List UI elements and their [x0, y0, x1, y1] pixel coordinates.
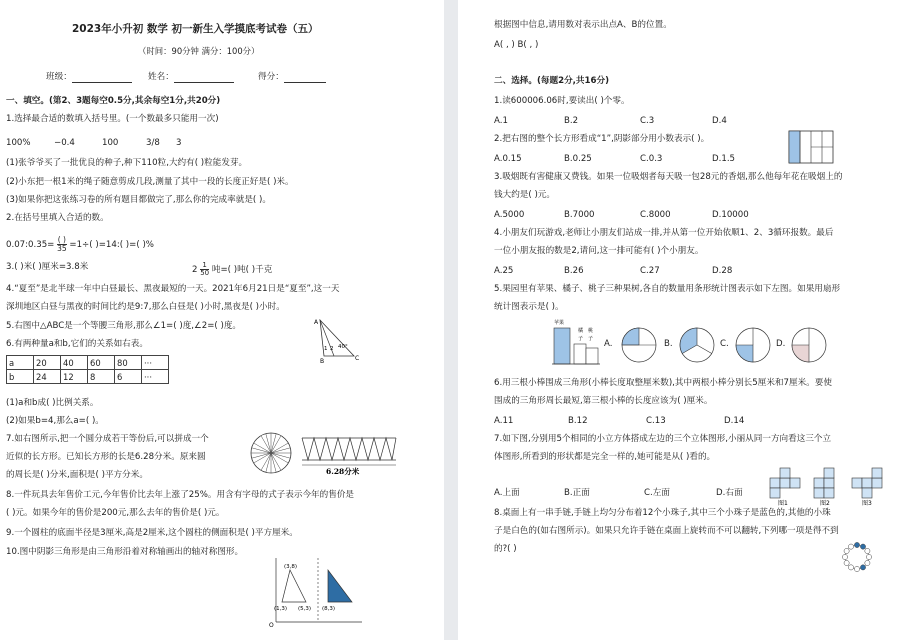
bracelet-figure — [840, 540, 874, 574]
choice-1: 100% — [6, 138, 31, 148]
table-row — [7, 370, 169, 384]
q1-text: 1.选择最合适的数填入括号里。(一个数最多只能用一次) — [6, 114, 219, 124]
cube-label-2: 图2 — [820, 500, 830, 506]
label-angle-1: 1 — [324, 346, 328, 352]
class-label: 班级： — [46, 72, 72, 82]
c7-opt-c[interactable]: C.左面 — [644, 488, 670, 498]
bar-label-orange-2: 子 — [578, 336, 584, 342]
pie-a — [620, 326, 658, 364]
bracelet-bead — [842, 554, 847, 559]
pie-d-slice — [792, 345, 809, 362]
label-angle-40: 40° — [338, 344, 348, 350]
q9-text: 9.一个圆柱的底面半径是3厘米,高是2厘米,这个圆柱的侧面积是( )平方厘米。 — [6, 528, 298, 538]
q3-part-b — [192, 262, 272, 277]
shaded-part — [789, 131, 800, 163]
triangle-figure — [312, 316, 364, 364]
c1-opt-a[interactable]: A.1 — [494, 116, 508, 126]
q10-answer-line: A( , ) B( , ) — [494, 40, 539, 50]
q10-text: 10.图中阴影三角形是由三角形沿着对称轴画出的轴对称图形。 — [6, 547, 244, 557]
point-label-2: (1,3) — [274, 606, 288, 612]
point-label-1: (3,8) — [284, 564, 298, 570]
cube-label-3: 图3 — [862, 500, 872, 506]
zigzag-rectangle-figure — [298, 434, 400, 476]
c2-opt-c[interactable]: C.0.3 — [640, 154, 663, 164]
name-label: 姓名： — [148, 72, 174, 82]
label-angle-2: 2 — [330, 346, 334, 352]
q4-line2: 深圳地区白昼与黑夜的时间比约是9:7,那么白昼是( )小时,黑夜是( )小时。 — [6, 302, 285, 312]
q7-line1: 7.如右图所示,把一个圆分成若干等份后,可以拼成一个 — [6, 434, 209, 444]
q7-line3: 的周长是( )分米,面积是( )平方分米。 — [6, 470, 148, 480]
c5-opt-c[interactable]: C. — [720, 339, 729, 349]
c8-line2: 子是白色的(如右图所示)。如果只允许手链在桌面上旋转而不可以翻转,下列哪一项是得不到 — [494, 526, 839, 536]
cube-figure-1 — [770, 468, 800, 498]
pie-c-slice — [736, 345, 753, 362]
q2-rest: =1÷( )=14:( )=( )% — [69, 240, 154, 250]
q6-part1: (1)a和b成( )比例关系。 — [6, 398, 99, 408]
origin-label: O — [269, 622, 274, 628]
table-cell: ··· — [142, 370, 169, 384]
q1-part1: (1)张爷爷买了一批优良的种子,种下110粒,大约有( )粒能发芽。 — [6, 158, 248, 168]
section1-heading: 一、填空。(第2、3题每空0.5分,其余每空1分,共20分) — [6, 96, 221, 106]
pie-d — [790, 326, 828, 364]
choice-4: 3/8 — [146, 138, 160, 148]
q10-instruction: 根据图中信息,请用数对表示出点A、B的位置。 — [494, 20, 672, 30]
q3-part-a: 3.( )米( )厘米=3.8米 — [6, 262, 89, 272]
q2-ratio: 0.07:0.35= — [6, 240, 55, 250]
bar-peach — [586, 348, 598, 364]
q4-line1: 4.“夏至”是北半球一年中白昼最长、黑夜最短的一天。2021年6月21日是“夏至”,这一天 — [6, 284, 340, 294]
table-cell: 12 — [61, 370, 88, 384]
bracelet-bead — [854, 566, 859, 571]
c2-opt-d[interactable]: D.1.5 — [712, 154, 736, 164]
c7-opt-a[interactable]: A.上面 — [494, 488, 520, 498]
table-cell: ··· — [142, 356, 169, 370]
zigzag-line — [302, 438, 396, 460]
q2-fraction-numerator: ( ) — [57, 235, 66, 244]
cube-label-1: 图1 — [778, 500, 788, 506]
bracelet-bead — [844, 560, 849, 565]
q3-fraction-numerator: 1 — [200, 262, 209, 270]
c7-line1: 7.如下图,分别用5个相同的小立方体搭成左边的三个立体图形,小丽从同一方向看这三个立 — [494, 434, 832, 444]
c6-opt-a[interactable]: A.11 — [494, 416, 514, 426]
c4-opt-b[interactable]: B.26 — [564, 266, 584, 276]
c2-opt-b[interactable]: B.0.25 — [564, 154, 592, 164]
choice-2: −0.4 — [54, 138, 75, 148]
q1-part3: (3)如果你把这张练习卷的所有题目都做完了,那么你的完成率就是( )。 — [6, 195, 271, 205]
c5-line2: 统计图表示是( )。 — [494, 302, 564, 312]
c6-opt-d[interactable]: D.14 — [724, 416, 745, 426]
bracelet-ring — [845, 545, 869, 569]
bar-label-peach-2: 子 — [588, 336, 594, 342]
pie-a-slice — [622, 328, 639, 345]
q8-line2: ( )元。如果今年的售价是200元,那么去年的售价是( )元。 — [6, 508, 225, 518]
shaded-rectangle-figure — [788, 130, 834, 164]
c7-opt-d[interactable]: D.右面 — [716, 488, 743, 498]
q2-line — [6, 236, 154, 253]
bar-label-orange: 橘 — [578, 328, 584, 334]
table-cell: a — [7, 356, 34, 370]
label-c: C — [355, 355, 360, 362]
table-cell: 24 — [34, 370, 61, 384]
c4-line2: 一位小朋友报的数是2,请问,这一排可能有( )个小朋友。 — [494, 246, 704, 256]
q1-part2: (2)小东把一根1米的绳子随意剪成几段,测量了其中一段的长度正好是( )米。 — [6, 177, 294, 187]
q7-line2: 近似的长方形。已知长方形的长是6.28分米。原来圆 — [6, 452, 206, 462]
c3-opt-a[interactable]: A.5000 — [494, 210, 525, 220]
pie-c — [734, 326, 772, 364]
shaded-triangle — [328, 570, 352, 602]
c6-opt-c[interactable]: C.13 — [646, 416, 666, 426]
q6-part2: (2)如果b=4,那么a=( )。 — [6, 416, 104, 426]
q2-text: 2.在括号里填入合适的数。 — [6, 213, 109, 223]
c7-line2: 体图形,所看到的形状都是完全一样的,她可能是从( )看的。 — [494, 452, 716, 462]
q2-fraction — [57, 236, 67, 253]
ab-table — [6, 355, 169, 384]
choice-5: 3 — [176, 138, 182, 148]
c5-opt-b[interactable]: B. — [664, 339, 673, 349]
q5-text: 5.右图中△ABC是一个等腰三角形,那么∠1=( )度,∠2=( )度。 — [6, 321, 242, 331]
q3-fraction-denominator: 50 — [200, 269, 210, 277]
bar-orange — [574, 344, 586, 364]
bracelet-bead — [860, 544, 865, 549]
score-field — [258, 72, 326, 83]
exam-title: 2023年小升初 数学 初一新生入学摸底考试卷（五） — [72, 23, 319, 35]
right-page — [458, 0, 905, 640]
q6-text: 6.有两种量a和b,它们的关系如右表。 — [6, 339, 148, 349]
c1-opt-c[interactable]: C.3 — [640, 116, 655, 126]
c1-opt-b[interactable]: B.2 — [564, 116, 579, 126]
c8-line1: 8.桌面上有一串手链,手链上均匀分布着12个小珠子,其中三个小珠子是蓝色的,其他的小珠 — [494, 508, 831, 518]
choice-3: 100 — [102, 138, 119, 148]
q3-fraction — [200, 262, 209, 277]
bracelet-bead — [854, 542, 859, 547]
c5-opt-d[interactable]: D. — [776, 339, 786, 349]
q8-line1: 8.一件玩具去年售价工元,今年售价比去年上涨了25%。用含有字母的式子表示今年的售价是 — [6, 490, 355, 500]
table-row — [7, 356, 169, 370]
c2-text: 2.把右图的整个长方形看成“1”,阴影部分用小数表示( )。 — [494, 134, 710, 144]
cube-figure-3 — [852, 468, 882, 498]
label-a: A — [314, 319, 319, 326]
bracelet-bead — [848, 544, 853, 549]
coordinate-figure — [266, 556, 366, 628]
c3-opt-d[interactable]: D.10000 — [712, 210, 749, 220]
bracelet-bead — [860, 565, 865, 570]
q3-whole: 2 — [192, 265, 198, 275]
section2-heading: 二、选择。(每题2分,共16分) — [494, 76, 609, 86]
score-label: 得分： — [258, 72, 284, 82]
table-cell: 80 — [115, 356, 142, 370]
c1-text: 1.读600006.06时,要读出( )个零。 — [494, 96, 630, 106]
divided-circle-figure — [248, 430, 294, 476]
c4-opt-d[interactable]: D.28 — [712, 266, 733, 276]
cube-figures — [768, 462, 888, 506]
table-cell: 40 — [61, 356, 88, 370]
name-field — [148, 72, 234, 83]
score-input[interactable] — [284, 73, 326, 83]
bracelet-bead — [865, 560, 870, 565]
c4-line1: 4.小朋友们玩游戏,老师让小朋友们站成一排,并从第一位开始依顺1、2、3循环报数。最后 — [494, 228, 834, 238]
table-cell: 8 — [88, 370, 115, 384]
fruit-bar-chart — [550, 318, 602, 368]
c5-opt-a[interactable]: A. — [604, 339, 613, 349]
c6-opt-b[interactable]: B.12 — [568, 416, 588, 426]
c4-opt-c[interactable]: C.27 — [640, 266, 660, 276]
c1-opt-d[interactable]: D.4 — [712, 116, 727, 126]
cube-figure-2 — [814, 468, 834, 498]
table-cell: 20 — [34, 356, 61, 370]
c5-line1: 5.果园里有苹果、橘子、桃子三种果树,各自的数量用条形统计图表示如下左图。如果用扇形 — [494, 284, 841, 294]
q3-rest: 吨=( )吨( )千克 — [211, 265, 273, 275]
table-cell: 60 — [88, 356, 115, 370]
bracelet-bead — [848, 565, 853, 570]
c7-opt-b[interactable]: B.正面 — [564, 488, 590, 498]
c3-opt-b[interactable]: B.7000 — [564, 210, 595, 220]
pie-b — [678, 326, 716, 364]
bracelet-bead — [865, 548, 870, 553]
original-triangle — [282, 570, 306, 602]
bar-label-apple: 苹果 — [554, 320, 565, 326]
c6-line2: 围成的三角形周长最短,第三根小棒的长度应该为( )厘米。 — [494, 396, 713, 406]
bracelet-bead — [866, 554, 871, 559]
class-field — [46, 72, 132, 83]
c4-opt-a[interactable]: A.25 — [494, 266, 514, 276]
c3-line2: 钱大约是( )元。 — [494, 190, 555, 200]
left-page — [0, 0, 444, 640]
bracelet-bead — [844, 548, 849, 553]
point-label-4: (8,3) — [322, 606, 336, 612]
table-cell: 6 — [115, 370, 142, 384]
c3-line1: 3.吸烟既有害健康又费钱。如果一位吸烟者每天吸一包28元的香烟,那么他每年花在吸烟上的 — [494, 172, 843, 182]
rectangle-length-label: 6.28分米 — [326, 467, 360, 476]
bar-label-peach: 桃 — [588, 328, 594, 334]
c3-opt-c[interactable]: C.8000 — [640, 210, 671, 220]
name-input[interactable] — [174, 73, 234, 83]
q2-fraction-denominator: 35 — [57, 244, 67, 253]
point-label-3: (5,3) — [298, 606, 312, 612]
class-input[interactable] — [72, 73, 132, 83]
c8-line3: 的?( ) — [494, 544, 517, 554]
c2-opt-a[interactable]: A.0.15 — [494, 154, 522, 164]
label-b: B — [320, 358, 325, 364]
table-cell: b — [7, 370, 34, 384]
exam-meta: （时间：90分钟 满分：100分） — [138, 46, 260, 56]
c6-line1: 6.用三根小棒围成三角形(小棒长度取整厘米数),其中两根小棒分别长5厘米和7厘米。要使 — [494, 378, 832, 388]
bar-apple — [554, 328, 570, 364]
